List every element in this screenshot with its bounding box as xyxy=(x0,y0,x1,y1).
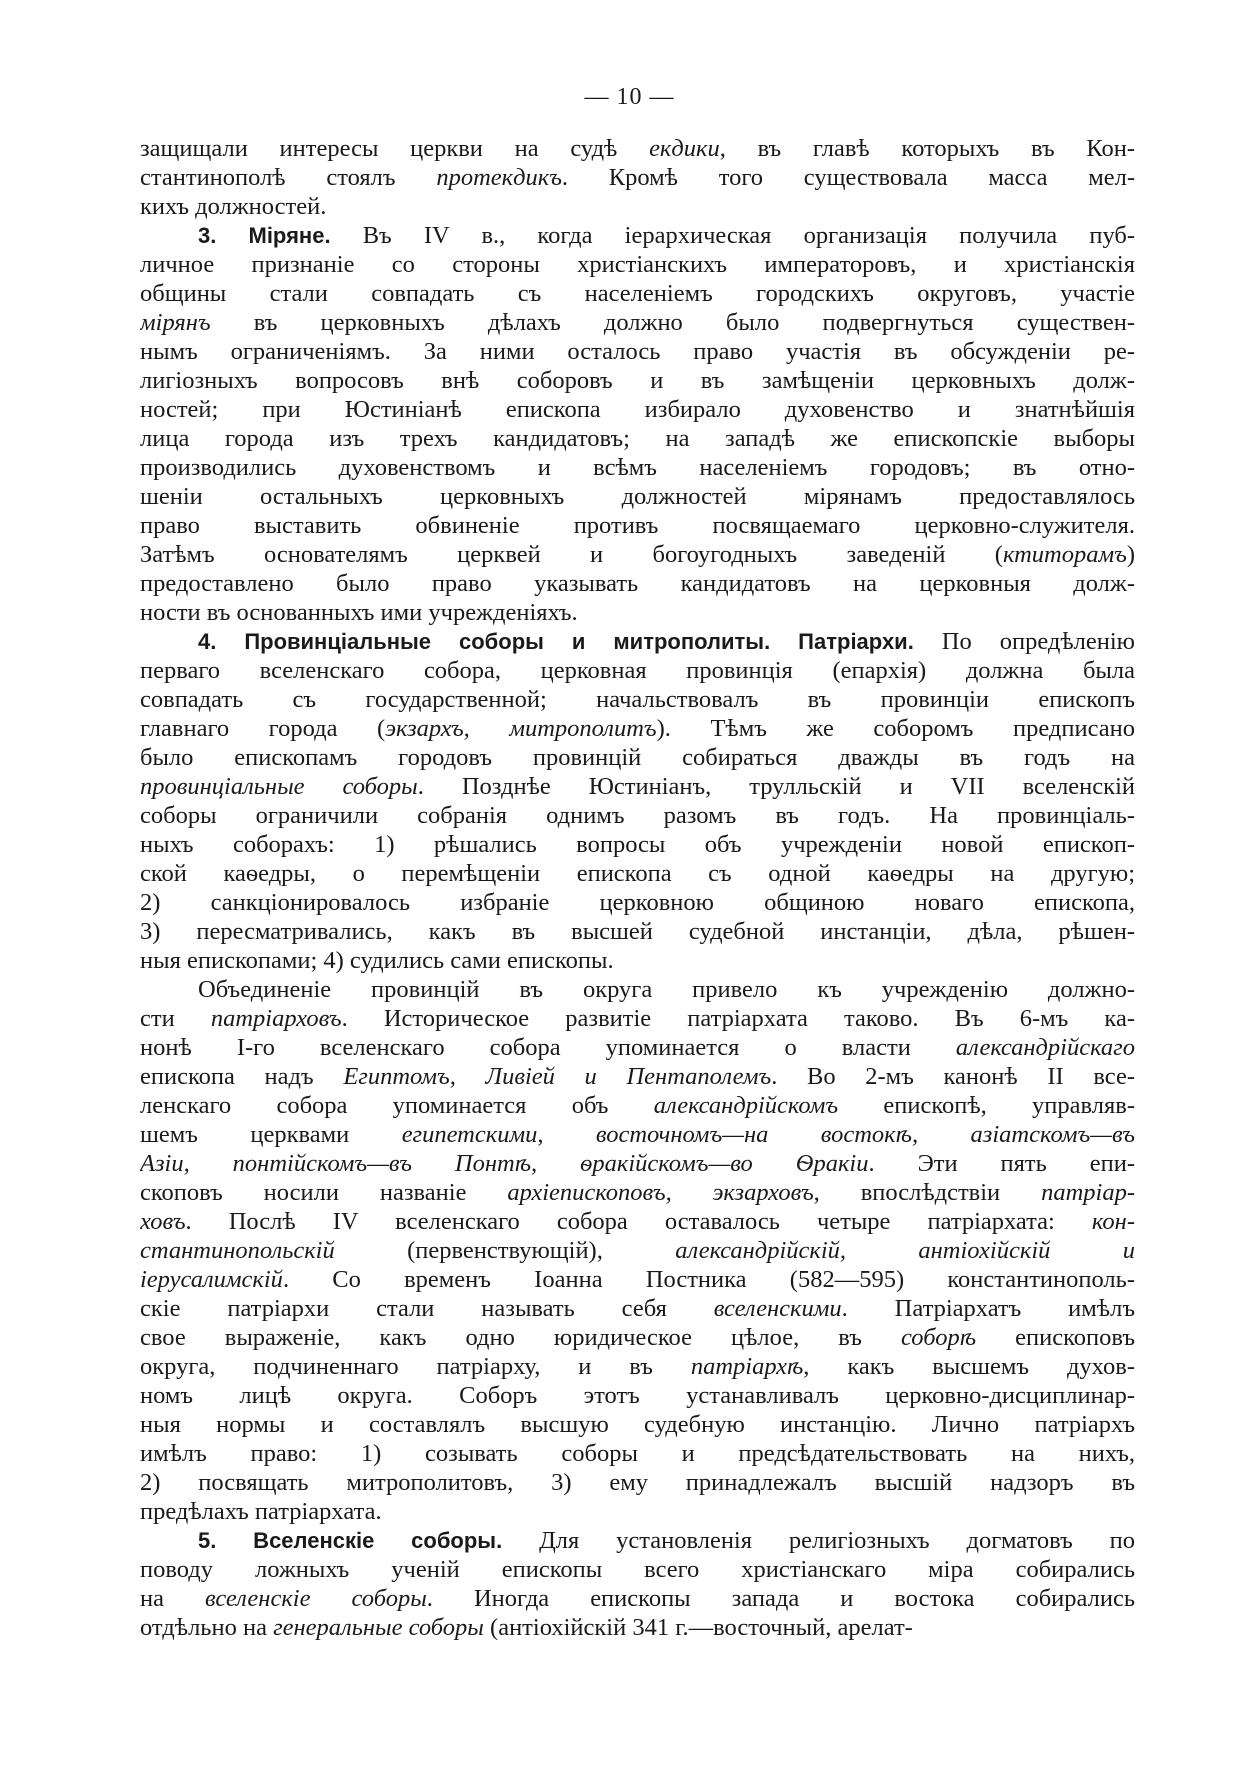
text-run: округа, подчиненнаго патріарху, и въ xyxy=(140,1353,691,1380)
text-run: защищали интересы церкви на судѣ xyxy=(140,135,650,162)
italic-term: александрійскаго xyxy=(955,1034,1135,1061)
text-run: (первенствующій), xyxy=(334,1237,676,1264)
text-line xyxy=(140,221,1135,250)
text-line xyxy=(140,1497,1135,1526)
italic-term: стантинопольскій xyxy=(140,1237,335,1264)
text-line xyxy=(140,1149,1135,1178)
italic-term: іерусалимскій xyxy=(140,1266,283,1293)
text-line xyxy=(140,163,1135,192)
text-run: нонѣ I-го вселенскаго собора упоминается о власти xyxy=(140,1034,956,1061)
text-run: По опредѣленію xyxy=(913,628,1135,655)
text-run: ленскаго собора упоминается объ xyxy=(140,1092,654,1119)
paragraph-p3 xyxy=(140,627,1135,975)
text-line xyxy=(140,685,1135,714)
text-run: сти xyxy=(140,1005,211,1032)
text-line xyxy=(140,1062,1135,1091)
text-line xyxy=(140,1033,1135,1062)
text-run: скіе патріархи стали называть себя xyxy=(140,1295,714,1322)
text-run: на xyxy=(140,1585,206,1612)
text-line xyxy=(140,1236,1135,1265)
text-line xyxy=(140,279,1135,308)
text-run: нымъ ограниченіямъ. За ними осталось право участія въ обсужденіи ре- xyxy=(140,338,1135,365)
text-run: . Патріархатъ имѣлъ xyxy=(841,1295,1135,1322)
italic-term: Азіи, понтійскомъ—въ Понтѣ, ѳракійскомъ—во Ѳракіи xyxy=(140,1150,869,1177)
italic-term: патріархѣ xyxy=(690,1353,804,1380)
text-line xyxy=(140,1178,1135,1207)
italic-term: александрійскій, антіохійскій и xyxy=(675,1237,1135,1264)
text-run: личное признаніе со стороны христіанскихъ императоровъ, и христіанскія xyxy=(140,251,1135,278)
section-heading: 4. Провинціальные соборы и митрополиты. Патріархи. xyxy=(198,629,914,654)
text-line xyxy=(140,250,1135,279)
text-run: ). Тѣмъ же соборомъ предписано xyxy=(656,715,1135,742)
text-run: епископа надъ xyxy=(140,1063,344,1090)
italic-term: архіепископовъ, экзарховъ xyxy=(507,1179,814,1206)
italic-term: александрійскомъ xyxy=(653,1092,839,1119)
text-line xyxy=(140,569,1135,598)
text-run: совпадать съ государственной; начальствовалъ въ провинціи епископъ xyxy=(140,686,1135,713)
text-run: ской каѳедры, о перемѣщеніи епископа съ одной каѳедры на другую; xyxy=(140,860,1135,887)
italic-term: Египтомъ, Ливіей и Пентаполемъ xyxy=(343,1063,772,1090)
italic-term: вселенскими xyxy=(713,1295,842,1322)
italic-term: протекдикъ xyxy=(436,164,562,191)
text-run: главнаго города ( xyxy=(140,715,386,742)
text-line xyxy=(140,1613,1135,1642)
text-line xyxy=(140,134,1135,163)
text-run: поводу ложныхъ ученій епископы всего христіанскаго міра собирались xyxy=(140,1556,1135,1583)
text-run: . Кромѣ того существовала масса мел- xyxy=(561,164,1135,191)
text-run: предѣлахъ патріархата. xyxy=(140,1498,382,1525)
text-run: . Эти пять епи- xyxy=(868,1150,1135,1177)
text-line xyxy=(140,917,1135,946)
text-line xyxy=(140,192,1135,221)
text-run: , въ главѣ которыхъ въ Кон- xyxy=(719,135,1135,162)
italic-term: патріар- xyxy=(1041,1179,1135,1206)
text-line xyxy=(140,801,1135,830)
text-run: перваго вселенскаго собора, церковная провинція (епархія) должна была xyxy=(140,657,1135,684)
text-run: епископовъ xyxy=(976,1324,1135,1351)
italic-term: вселенскіе соборы xyxy=(205,1585,427,1612)
italic-term: экзархъ, митрополитъ xyxy=(385,715,657,742)
text-run: лигіозныхъ вопросовъ внѣ соборовъ и въ замѣщеніи церковныхъ долж- xyxy=(140,367,1135,394)
text-line xyxy=(140,859,1135,888)
text-line xyxy=(140,511,1135,540)
text-line xyxy=(140,656,1135,685)
text-run: Затѣмъ основателямъ церквей и богоугодныхъ заведеній ( xyxy=(140,541,1003,568)
text-line xyxy=(140,1381,1135,1410)
text-line xyxy=(140,598,1135,627)
text-run: . Со временъ Іоанна Постника (582—595) константинополь- xyxy=(282,1266,1135,1293)
text-run: шеніи остальныхъ церковныхъ должностей мірянамъ предоставлялось xyxy=(140,483,1135,510)
text-line xyxy=(140,888,1135,917)
text-run: 2) посвящать митрополитовъ, 3) ему принадлежалъ высшій надзоръ въ xyxy=(140,1469,1135,1496)
text-line xyxy=(140,1584,1135,1613)
text-run: . Историческое развитіе патріархата таково. Въ 6-мъ ка- xyxy=(341,1005,1135,1032)
italic-term: кон- xyxy=(1091,1208,1135,1235)
italic-term: ховъ xyxy=(140,1208,186,1235)
text-run: было епископамъ городовъ провинцій собираться дважды въ годъ на xyxy=(140,744,1135,771)
text-run: ности въ основанныхъ ими учрежденіяхъ. xyxy=(140,599,578,626)
text-line xyxy=(140,1352,1135,1381)
text-run: имѣлъ право: 1) созывать соборы и предсѣдательствовать на нихъ, xyxy=(140,1440,1135,1467)
text-line xyxy=(140,366,1135,395)
text-line xyxy=(140,1439,1135,1468)
text-run: ныхъ соборахъ: 1) рѣшались вопросы объ учрежденіи новой епископ- xyxy=(140,831,1135,858)
paragraph-p5 xyxy=(140,1526,1135,1642)
text-line xyxy=(140,1526,1135,1555)
text-run: свое выраженіе, какъ одно юридическое цѣлое, въ xyxy=(140,1324,902,1351)
text-line xyxy=(140,743,1135,772)
text-run: . Во 2-мъ канонѣ II все- xyxy=(771,1063,1135,1090)
text-line xyxy=(140,1294,1135,1323)
text-run: . Иногда епископы запада и востока собирались xyxy=(426,1585,1135,1612)
section-heading: 5. Вселенскіе соборы. xyxy=(198,1528,503,1553)
text-run: номъ лицѣ округа. Соборъ этотъ устанавливалъ церковно-дисциплинар- xyxy=(140,1382,1135,1409)
italic-term: провинціальные соборы xyxy=(140,773,418,800)
paragraph-p4 xyxy=(140,975,1135,1526)
text-run: , какъ высшемъ духов- xyxy=(803,1353,1135,1380)
paragraph-p2 xyxy=(140,221,1135,627)
body-text xyxy=(140,134,1135,1642)
text-line xyxy=(140,1410,1135,1439)
text-line xyxy=(140,308,1135,337)
text-line xyxy=(140,395,1135,424)
text-line xyxy=(140,975,1135,1004)
text-run: Въ IV в., когда іерархическая организація получила пуб- xyxy=(330,222,1135,249)
text-run: ностей; при Юстиніанѣ епископа избирало духовенство и знатнѣйшія xyxy=(140,396,1135,423)
text-line xyxy=(140,714,1135,743)
text-run: скоповъ носили названіе xyxy=(140,1179,508,1206)
text-run: епископѣ, управляв- xyxy=(838,1092,1135,1119)
italic-term: соборѣ xyxy=(901,1324,977,1351)
text-run: отдѣльно на xyxy=(140,1614,274,1641)
text-run: кихъ должностей. xyxy=(140,193,327,220)
italic-term: ктиторамъ xyxy=(1002,541,1127,568)
text-run: лица города изъ трехъ кандидатовъ; на западѣ же епископскіе выборы xyxy=(140,425,1135,452)
text-run: шемъ церквами xyxy=(140,1121,402,1148)
text-line xyxy=(140,1555,1135,1584)
text-run: ныя нормы и составлялъ высшую судебную инстанцію. Лично патріархъ xyxy=(140,1411,1135,1438)
text-line xyxy=(140,482,1135,511)
text-run: 3) пересматривались, какъ въ высшей судебной инстанціи, дѣла, рѣшен- xyxy=(140,918,1135,945)
text-line xyxy=(140,627,1135,656)
text-run: (антіохійскій 341 г.—восточный, арелат- xyxy=(483,1614,913,1641)
text-run: ) xyxy=(1126,541,1135,568)
text-run: право выставить обвиненіе противъ посвящаемаго церковно-служителя. xyxy=(140,512,1135,539)
text-line xyxy=(140,1120,1135,1149)
text-run: Для установленія религіозныхъ догматовъ по xyxy=(502,1527,1135,1554)
text-line xyxy=(140,772,1135,801)
text-run: , впослѣдствіи xyxy=(813,1179,1042,1206)
paragraph-p1 xyxy=(140,134,1135,221)
text-run: ныя епископами; 4) судились сами епископы. xyxy=(140,947,614,974)
text-line xyxy=(140,1265,1135,1294)
text-line xyxy=(140,946,1135,975)
text-line xyxy=(140,453,1135,482)
section-heading: 3. Міряне. xyxy=(198,223,331,248)
text-run: общины стали совпадать съ населеніемъ городскихъ округовъ, участіе xyxy=(140,280,1135,307)
text-line xyxy=(140,1004,1135,1033)
text-line xyxy=(140,337,1135,366)
italic-term: екдики xyxy=(649,135,720,162)
text-line xyxy=(140,830,1135,859)
text-line xyxy=(140,424,1135,453)
italic-term: египетскими, восточномъ—на востокѣ, азіатскомъ—въ xyxy=(401,1121,1135,1148)
italic-term: патріарховъ xyxy=(210,1005,342,1032)
text-run: соборы ограничили собранія однимъ разомъ въ годъ. На провинціаль- xyxy=(140,802,1135,829)
text-line xyxy=(140,540,1135,569)
text-run: 2) санкціонировалось избраніе церковною общиною новаго епископа, xyxy=(140,889,1135,916)
text-run: . Позднѣе Юстиніанъ, трулльскій и VII вселенскій xyxy=(417,773,1135,800)
text-line xyxy=(140,1468,1135,1497)
text-line xyxy=(140,1323,1135,1352)
page-number: — 10 — xyxy=(584,84,675,110)
text-line xyxy=(140,1207,1135,1236)
text-run: Объединеніе провинцій въ округа привело къ учрежденію должно- xyxy=(198,976,1135,1003)
italic-term: мірянъ xyxy=(140,309,211,336)
text-run: производились духовенствомъ и всѣмъ населеніемъ городовъ; въ отно- xyxy=(140,454,1135,481)
text-run: . Послѣ IV вселенскаго собора оставалось четыре патріархата: xyxy=(185,1208,1092,1235)
text-line xyxy=(140,1091,1135,1120)
text-run: предоставлено было право указывать кандидатовъ на церковныя долж- xyxy=(140,570,1135,597)
italic-term: генеральные соборы xyxy=(273,1614,484,1641)
text-run: въ церковныхъ дѣлахъ должно было подвергнуться существен- xyxy=(210,309,1135,336)
text-run: стантинополѣ стоялъ xyxy=(140,164,437,191)
